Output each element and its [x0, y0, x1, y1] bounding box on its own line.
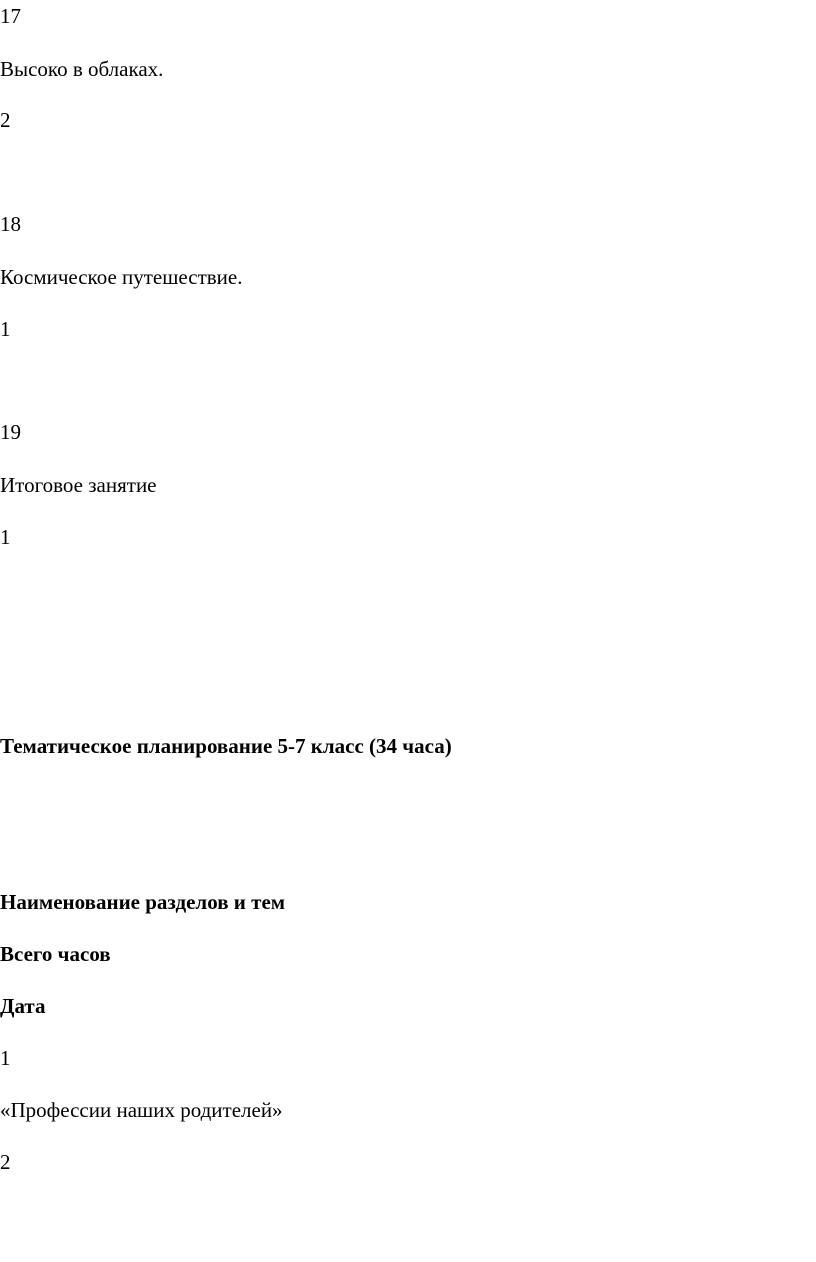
row-title: «Профессии наших родителей» — [0, 1098, 283, 1122]
row-title: Космическое путешествие. — [0, 265, 243, 289]
row-hours: 1 — [0, 525, 11, 549]
row-number: 1 — [0, 1046, 11, 1070]
row-title: Высоко в облаках. — [0, 57, 164, 81]
row-hours: 1 — [0, 317, 11, 341]
header-name: Наименование разделов и тем — [0, 890, 286, 914]
header-total-hours: Всего часов — [0, 942, 111, 966]
row-title: Итоговое занятие — [0, 473, 157, 497]
row-hours: 2 — [0, 1150, 11, 1174]
header-date: Дата — [0, 994, 46, 1018]
row-hours: 2 — [0, 108, 11, 132]
section-title: Тематическое планирование 5-7 класс (34 часа) — [0, 734, 452, 758]
row-number: 17 — [0, 4, 21, 28]
row-number: 18 — [0, 212, 21, 236]
row-number: 19 — [0, 420, 21, 444]
